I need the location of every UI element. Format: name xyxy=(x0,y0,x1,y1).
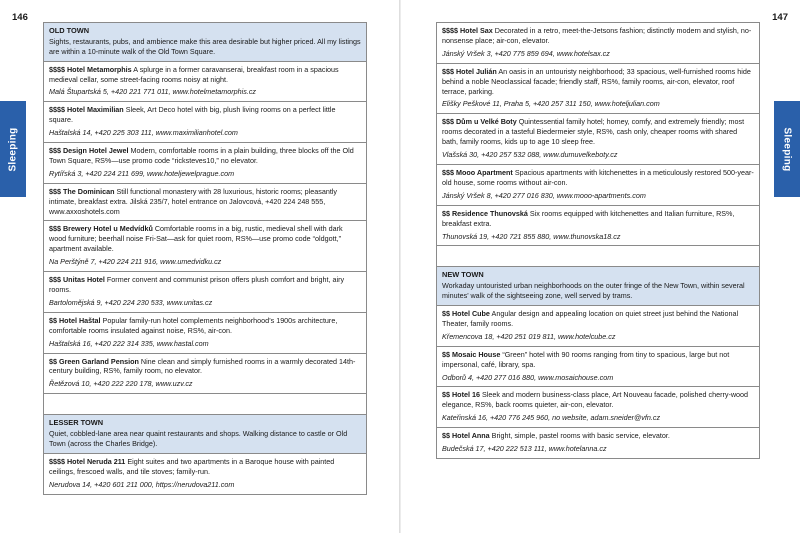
listing-entry xyxy=(437,64,759,115)
listing-description: Spacious apartments with kitchenettes in a meticulously restored 500-year-old house, some rooms without air-con. xyxy=(442,167,754,187)
listing-address: Haštalská 16, +420 222 314 335, www.hastal.com xyxy=(49,338,209,348)
listing-entry xyxy=(44,143,366,184)
listing-entry xyxy=(44,354,366,395)
listing-entry xyxy=(44,272,366,313)
listing-name: $$$$ Hotel Sax xyxy=(442,26,493,35)
listing-address: Řetězová 10, +420 222 220 178, www.uzv.cz xyxy=(49,379,193,389)
listing-address: Rytířská 3, +420 224 211 699, www.hoteljewelprague.com xyxy=(49,168,235,178)
listing-name: $$ Mosaic House xyxy=(442,349,501,359)
listing-address: Budečská 17, +420 222 513 111, www.hotelanna.cz xyxy=(442,444,607,454)
right-listings-box xyxy=(436,22,760,459)
listing-name: $$ Residence Thunovská xyxy=(442,208,528,218)
section-spacer xyxy=(44,394,366,415)
listing-name: $$$ Hotel Julián xyxy=(442,66,497,76)
listing-name: $$ Hotel Anna xyxy=(442,431,490,441)
section-spacer xyxy=(437,246,759,267)
listing-description: Decorated in a retro, meet-the-Jetsons fashion; distinctly modern and stylish, no-nonsense place; air-con, elevator. xyxy=(442,26,752,45)
listing-entry xyxy=(437,306,759,347)
listing-entry xyxy=(437,165,759,206)
listing-name: $$$ Design Hotel Jewel xyxy=(49,146,129,156)
listing-address: Jánský Vršek 3, +420 775 859 694, www.hotelsax.cz xyxy=(442,48,610,58)
listing-entry xyxy=(437,206,759,247)
listing-description: Sleek and modern business-class place, Art Nouveau facade, polished cherry-wood elegance, RS%, back rooms quieter, air-con, elevator. xyxy=(442,390,749,410)
listing-description: Quintessential family hotel; homey, comfy, and extremely friendly; most rooms decorated in a tasteful Biedermeier style, RS%, cash only, cheaper rooms with shared bath, family rooms, kids up to age 10 sleep free. xyxy=(442,117,745,147)
left-listings-box xyxy=(43,22,367,495)
listing-description: Eight suites and two apartments in a Baroque house with painted ceilings, frescoed walls, and tile stoves; family-run. xyxy=(49,456,335,476)
listing-entry xyxy=(44,454,366,494)
listing-entry xyxy=(44,221,366,272)
listing-description: Former convent and communist prison offers plush comfort and bright, airy rooms. xyxy=(49,275,345,294)
listing-entry xyxy=(44,184,366,222)
side-tab-right-label: Sleeping xyxy=(781,126,793,172)
listing-name: $$$$ Hotel Metamorphis xyxy=(49,64,132,74)
listing-address: Thunovská 19, +420 721 855 880, www.thunovska18.cz xyxy=(442,231,621,241)
listing-address: Vlašská 30, +420 257 532 088, www.dumuvelkeboty.cz xyxy=(442,150,618,160)
listing-address: Malá Štupartská 5, +420 221 771 011, www.hotelmetamorphis.cz xyxy=(49,87,257,97)
listing-description: Nine clean and simply furnished rooms in a warmly decorated 14th-century building, RS%, family room, no elevator. xyxy=(49,356,356,376)
listing-description: Six rooms equipped with kitchenettes and Italian furniture, RS%, breakfast extra. xyxy=(442,208,735,228)
listing-name: $$ Hotel Cube xyxy=(442,309,490,318)
section-old-town xyxy=(44,23,366,62)
side-tab-right xyxy=(774,101,800,197)
listing-description: Still functional monastery with 28 luxurious, historic rooms; pleasantly intimate, breakfast extra. Jilská 235/7, hotel entrance on Jalovcová, +420 224 248 555, www.axxoshotels.com xyxy=(49,186,338,216)
section-description: Workaday untouristed urban neighborhoods on the outer fringe of the New Town, within several minutes’ walk of the sightseeing zone, well served by trams. xyxy=(442,281,745,301)
listing-name: $$$ The Dominican xyxy=(49,186,115,196)
listing-description: Bright, simple, pastel rooms with basic service, elevator. xyxy=(491,431,670,441)
listing-name: $$$ Brewery Hotel u Medvídků xyxy=(49,224,153,234)
listing-address: Nerudova 14, +420 601 211 000, https://nerudova211.com xyxy=(49,479,235,489)
listing-description: Modern, comfortable rooms in a plain building, three blocks off the Old Town Square, RS%—use promo code “ricksteves10,” no elevator. xyxy=(49,146,354,165)
listing-address: Bartolomějská 9, +420 224 230 533, www.unitas.cz xyxy=(49,297,213,307)
listing-name: $$ Hotel 16 xyxy=(442,390,480,400)
section-new-town xyxy=(437,267,759,306)
section-title: OLD TOWN xyxy=(49,26,90,35)
listing-entry xyxy=(44,102,366,143)
section-lesser-town xyxy=(44,415,366,454)
page-number-right: 147 xyxy=(772,12,788,23)
listing-name: $$ Hotel Haštal xyxy=(49,315,101,325)
listing-entry xyxy=(437,428,759,458)
listing-entry xyxy=(437,114,759,165)
listing-entry xyxy=(44,313,366,354)
listing-address: Haštalská 14, +420 225 303 111, www.maximilianhotel.com xyxy=(49,128,238,138)
section-description: Sights, restaurants, pubs, and ambience make this area desirable but higher priced. All my listings are within a 10-minute walk of the Old Town Square. xyxy=(49,37,361,56)
side-tab-left-label: Sleeping xyxy=(7,126,19,172)
section-title: NEW TOWN xyxy=(442,270,484,280)
listing-entry xyxy=(437,387,759,428)
page-number-left: 146 xyxy=(12,12,28,23)
listing-name: $$$$ Hotel Neruda 211 xyxy=(49,456,126,466)
listing-address: Křemencova 18, +420 251 019 811, www.hotelcube.cz xyxy=(442,331,616,341)
spine-divider xyxy=(399,0,401,533)
listing-description: A splurge in a former caravanserai, breakfast room in a spacious medieval cellar, some street-facing rooms noisy at night. xyxy=(49,64,339,84)
listing-address: Kateřinská 16, +420 776 245 960, no website, adam.sneider@vfn.cz xyxy=(442,413,661,423)
listing-description: An oasis in an untouristy neighborhood; 33 spacious, well-furnished rooms hide behind a noble Neoclassical facade; friendly staff, RS%, family rooms, air-con, elevator, roof terrace, parking. xyxy=(442,66,751,96)
listing-description: Angular design and appealing location on quiet street just behind the National Theater, family rooms. xyxy=(442,309,739,328)
listing-name: $$$ Dům u Velké Boty xyxy=(442,117,517,127)
side-tab-left xyxy=(0,101,26,197)
listing-description: Comfortable rooms in a big, rustic, medieval shell with dark wood furniture; beerhall noise Fri-Sat—ask for quiet room, RS%—use promo code “oldgott,” apartment available. xyxy=(49,224,343,254)
section-description: Quiet, cobbled-lane area near quaint restaurants and shops. Walking distance to castle or Old Town (across the Charles Bridge). xyxy=(49,429,348,449)
listing-description: Sleek, Art Deco hotel with big, plush living rooms on a perfect little square. xyxy=(49,105,336,125)
listing-entry xyxy=(44,62,366,103)
listing-description: “Green” hotel with 90 rooms ranging from tiny to spacious, large but not impersonal, café, library, spa. xyxy=(442,349,730,369)
listing-address: Na Perštýně 7, +420 224 211 916, www.umedvidku.cz xyxy=(49,257,222,267)
listing-name: $$$ Unitas Hotel xyxy=(49,275,105,285)
listing-address: Elišky Peškové 11, Praha 5, +420 257 311 150, www.hoteljulian.com xyxy=(442,99,660,109)
listing-entry xyxy=(437,347,759,388)
listing-address: Odborů 4, +420 277 016 880, www.mosaichouse.com xyxy=(442,372,614,382)
listing-address: Jánský Vršek 8, +420 277 016 830, www.mooo-apartments.com xyxy=(442,190,646,200)
listing-entry xyxy=(437,23,759,64)
listing-name: $$ Green Garland Pension xyxy=(49,356,139,366)
listing-name: $$$$ Hotel Maximilian xyxy=(49,105,124,115)
section-title: LESSER TOWN xyxy=(49,418,104,428)
listing-name: $$$ Mooo Apartment xyxy=(442,167,513,177)
listing-description: Popular family-run hotel complements neighborhood’s 1900s architecture, comfortable rooms insulated against noise, RS%, air-con. xyxy=(49,315,338,335)
